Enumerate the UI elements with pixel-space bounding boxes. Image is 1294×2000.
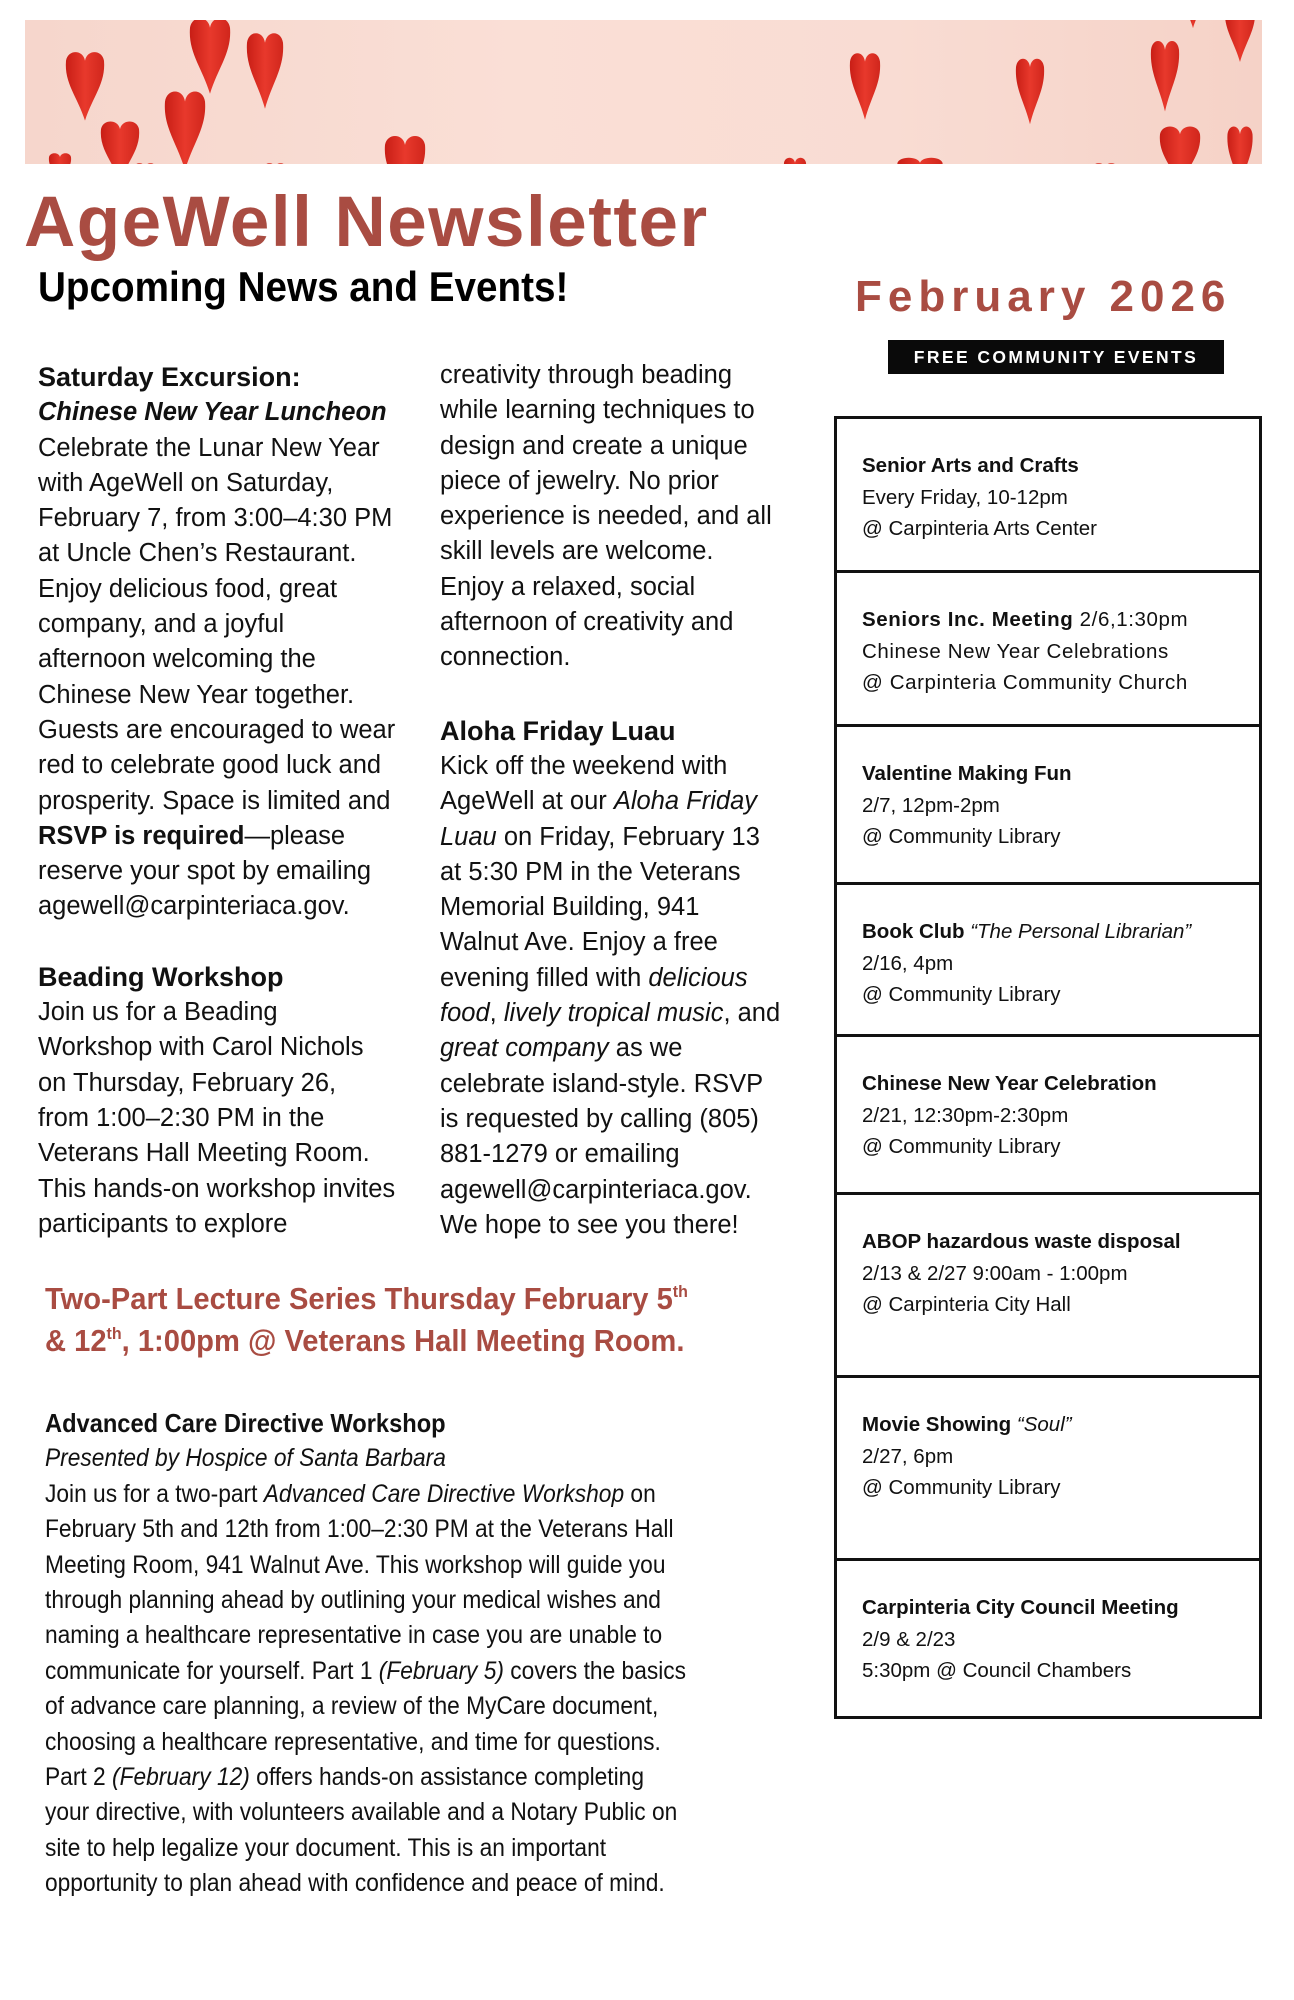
acd-line: through planning ahead by outlining your medical wishes and bbox=[45, 1586, 661, 1615]
heart-icon bbox=[1016, 59, 1044, 124]
acd-line: opportunity to plan ahead with confidence and peace of mind. bbox=[45, 1869, 665, 1898]
body-line[interactable]: agewell@carpinteriaca.gov. bbox=[38, 892, 350, 921]
luau-line: 881-1279 or emailing bbox=[440, 1140, 680, 1169]
luau-line: Luau on Friday, February 13 bbox=[440, 822, 760, 851]
acd-line: Meeting Room, 941 Walnut Ave. This workshop will guide you bbox=[45, 1550, 666, 1579]
event-title-line bbox=[862, 604, 1259, 636]
beading-line: design and create a unique bbox=[440, 431, 748, 460]
body-line: afternoon welcoming the bbox=[38, 645, 316, 674]
excursion-body bbox=[38, 431, 395, 819]
rsvp-rest: —please bbox=[244, 821, 346, 850]
beading-line: on Thursday, February 26, bbox=[38, 1068, 337, 1097]
event-title-line bbox=[862, 916, 1259, 948]
body-line: Celebrate the Lunar New Year bbox=[38, 433, 380, 462]
event-when: 2/13 & 2/27 9:00am - 1:00pm bbox=[862, 1261, 1128, 1285]
luau-line: AgeWell at our Aloha Friday bbox=[440, 787, 758, 816]
event-name: Movie Showing bbox=[862, 1413, 1012, 1436]
heart-icon bbox=[134, 163, 156, 164]
event-when: Every Friday, 10-12pm bbox=[862, 485, 1068, 509]
event-title-line bbox=[862, 1409, 1259, 1441]
beading-line: afternoon of creativity and bbox=[440, 608, 734, 637]
event-name: Seniors Inc. Meeting bbox=[862, 608, 1074, 631]
heart-icon bbox=[1189, 20, 1197, 28]
heart-icon bbox=[385, 136, 425, 164]
column-middle bbox=[440, 358, 780, 1243]
body-line: with AgeWell on Saturday, bbox=[38, 468, 334, 497]
body-line: red to celebrate good luck and bbox=[38, 751, 382, 780]
event-when: 2/16, 4pm bbox=[862, 951, 954, 975]
excursion-rsvp-line bbox=[38, 819, 395, 854]
event-name: Valentine Making Fun bbox=[862, 762, 1072, 785]
event-card[interactable] bbox=[837, 1378, 1259, 1561]
beading-line: This hands-on workshop invites bbox=[38, 1174, 396, 1203]
beading-body bbox=[38, 995, 395, 1242]
event-where: @ Carpinteria Arts Center bbox=[862, 517, 1098, 540]
event-card[interactable] bbox=[837, 885, 1259, 1037]
rsvp-required: RSVP is required bbox=[38, 821, 245, 850]
acd-presenter: Presented by Hospice of Santa Barbara bbox=[45, 1444, 446, 1473]
beading-line: while learning techniques to bbox=[440, 396, 755, 425]
community-events-list bbox=[834, 416, 1262, 1719]
event-where: @ Community Library bbox=[862, 983, 1061, 1006]
luau-line: great company as we bbox=[440, 1034, 683, 1063]
event-when: 2/27, 6pm bbox=[862, 1444, 954, 1468]
beading-line: connection. bbox=[440, 643, 571, 672]
heart-icon bbox=[1151, 41, 1179, 112]
event-title-line bbox=[862, 1592, 1259, 1624]
body-line: reserve your spot by emailing bbox=[38, 857, 372, 886]
beading-line: experience is needed, and all bbox=[440, 502, 772, 531]
acd-line: of advance care planning, a review of the MyCare document, bbox=[45, 1692, 659, 1721]
beading-line: participants to explore bbox=[38, 1209, 288, 1238]
excursion-body-end bbox=[38, 854, 395, 925]
event-card[interactable] bbox=[837, 1561, 1259, 1716]
luau-line: celebrate island-style. RSVP bbox=[440, 1069, 764, 1098]
excursion-subheading: Chinese New Year Luncheon bbox=[38, 398, 387, 427]
acd-line: choosing a healthcare representative, and time for questions. bbox=[45, 1727, 661, 1756]
hearts-banner bbox=[25, 20, 1262, 164]
event-where: 5:30pm @ Council Chambers bbox=[862, 1659, 1132, 1682]
event-name: ABOP hazardous waste disposal bbox=[862, 1230, 1181, 1253]
event-name: Senior Arts and Crafts bbox=[862, 454, 1079, 477]
event-where: @ Carpinteria City Hall bbox=[862, 1293, 1071, 1316]
luau-heading: Aloha Friday Luau bbox=[440, 715, 676, 746]
event-card[interactable] bbox=[837, 1195, 1259, 1378]
page-subtitle: Upcoming News and Events! bbox=[38, 263, 569, 310]
hearts-illustration bbox=[25, 20, 1262, 164]
heart-icon bbox=[101, 122, 139, 164]
beading-heading: Beading Workshop bbox=[38, 961, 284, 992]
body-line: Guests are encouraged to wear bbox=[38, 715, 396, 744]
event-title-quote: “Soul” bbox=[1011, 1413, 1072, 1436]
acd-line: naming a healthcare representative in case you are unable to bbox=[45, 1621, 663, 1650]
beading-line: Workshop with Carol Nichols bbox=[38, 1033, 364, 1062]
heart-icon bbox=[784, 158, 806, 164]
luau-line: is requested by calling (805) bbox=[440, 1104, 759, 1133]
body-line: prosperity. Space is limited and bbox=[38, 786, 391, 815]
event-title-line bbox=[862, 1226, 1259, 1258]
luau-email-link[interactable]: agewell@carpinteriaca.gov. bbox=[440, 1175, 752, 1204]
event-name: Chinese New Year Celebration bbox=[862, 1072, 1157, 1095]
event-card[interactable] bbox=[837, 573, 1259, 727]
event-when: 2/7, 12pm-2pm bbox=[862, 793, 1000, 817]
acd-line: site to help legalize your document. This is an important bbox=[45, 1833, 607, 1862]
event-title-line bbox=[862, 758, 1259, 790]
event-card[interactable] bbox=[837, 1037, 1259, 1195]
event-when: 2/9 & 2/23 bbox=[862, 1627, 956, 1651]
beading-line: piece of jewelry. No prior bbox=[440, 466, 719, 495]
body-line: Enjoy delicious food, great bbox=[38, 574, 338, 603]
heart-icon bbox=[264, 163, 286, 164]
event-title-quote: “The Personal Librarian” bbox=[964, 920, 1192, 943]
newsletter-title: AgeWell Newsletter bbox=[24, 183, 709, 262]
beading-line: skill levels are welcome. bbox=[440, 537, 714, 566]
event-name: Book Club bbox=[862, 920, 965, 943]
column-left bbox=[38, 360, 395, 1242]
beading-line: Veterans Hall Meeting Room. bbox=[38, 1139, 370, 1168]
event-name: Carpinteria City Council Meeting bbox=[862, 1596, 1179, 1619]
acd-line: February 5th and 12th from 1:00–2:30 PM at the Veterans Hall bbox=[45, 1515, 674, 1544]
luau-line: Kick off the weekend with bbox=[440, 751, 728, 780]
heart-icon bbox=[49, 153, 71, 164]
beading-line: from 1:00–2:30 PM in the bbox=[38, 1103, 325, 1132]
luau-line: at 5:30 PM in the Veterans bbox=[440, 857, 741, 886]
acd-line: communicate for yourself. Part 1 (February 5) covers the basics bbox=[45, 1656, 687, 1685]
heart-icon bbox=[66, 52, 104, 121]
lecture-series-headline: Two-Part Lecture Series Thursday February 5th & 12th, 1:00pm @ Veterans Hall Meeting Room. bbox=[45, 1281, 688, 1358]
heart-icon bbox=[1092, 163, 1117, 164]
event-where: @ Community Library bbox=[862, 825, 1061, 848]
heart-icon bbox=[190, 20, 230, 94]
event-title-line bbox=[862, 450, 1259, 482]
heart-icon bbox=[1160, 127, 1200, 164]
luau-line: Memorial Building, 941 bbox=[440, 893, 700, 922]
body-line: Chinese New Year together. bbox=[38, 680, 355, 709]
event-where: @ Community Library bbox=[862, 1476, 1061, 1499]
luau-line: We hope to see you there! bbox=[440, 1210, 739, 1239]
acd-line: your directive, with volunteers available and a Notary Public on bbox=[45, 1798, 678, 1827]
event-card[interactable] bbox=[837, 419, 1259, 573]
acd-line: Part 2 (February 12) offers hands-on assistance completing bbox=[45, 1763, 644, 1792]
luau-line: Walnut Ave. Enjoy a free bbox=[440, 928, 718, 957]
luau-line: food, lively tropical music, and bbox=[440, 999, 781, 1028]
heart-icon bbox=[247, 33, 283, 109]
luau-line: evening filled with delicious bbox=[440, 963, 748, 992]
event-title-line bbox=[862, 1068, 1259, 1100]
heart-icon bbox=[1225, 20, 1255, 62]
issue-month: February 2026 bbox=[855, 272, 1232, 321]
event-where: @ Community Library bbox=[862, 1135, 1061, 1158]
acd-article bbox=[45, 1406, 686, 1902]
event-datetime: 2/6,1:30pm bbox=[1073, 608, 1189, 631]
free-events-badge: FREE COMMUNITY EVENTS bbox=[888, 340, 1224, 374]
event-where: @ Carpinteria Community Church bbox=[862, 671, 1188, 694]
acd-line: Join us for a two-part Advanced Care Directive Workshop on bbox=[45, 1479, 656, 1508]
body-line: February 7, from 3:00–4:30 PM bbox=[38, 504, 393, 533]
event-when: 2/21, 12:30pm-2:30pm bbox=[862, 1103, 1069, 1127]
beading-line: Join us for a Beading bbox=[38, 998, 278, 1027]
body-line: company, and a joyful bbox=[38, 610, 285, 639]
body-line: at Uncle Chen’s Restaurant. bbox=[38, 539, 357, 568]
heart-icon bbox=[897, 158, 942, 164]
event-when: Chinese New Year Celebrations bbox=[862, 639, 1169, 663]
beading-line: creativity through beading bbox=[440, 361, 733, 389]
beading-body-continued bbox=[440, 358, 780, 676]
heart-icon bbox=[850, 53, 880, 119]
heart-icon bbox=[165, 92, 205, 164]
acd-heading: Advanced Care Directive Workshop bbox=[45, 1408, 446, 1438]
excursion-heading: Saturday Excursion: bbox=[38, 362, 301, 392]
heart-icon bbox=[1227, 127, 1252, 164]
event-card[interactable] bbox=[837, 727, 1259, 885]
beading-line: Enjoy a relaxed, social bbox=[440, 572, 696, 601]
